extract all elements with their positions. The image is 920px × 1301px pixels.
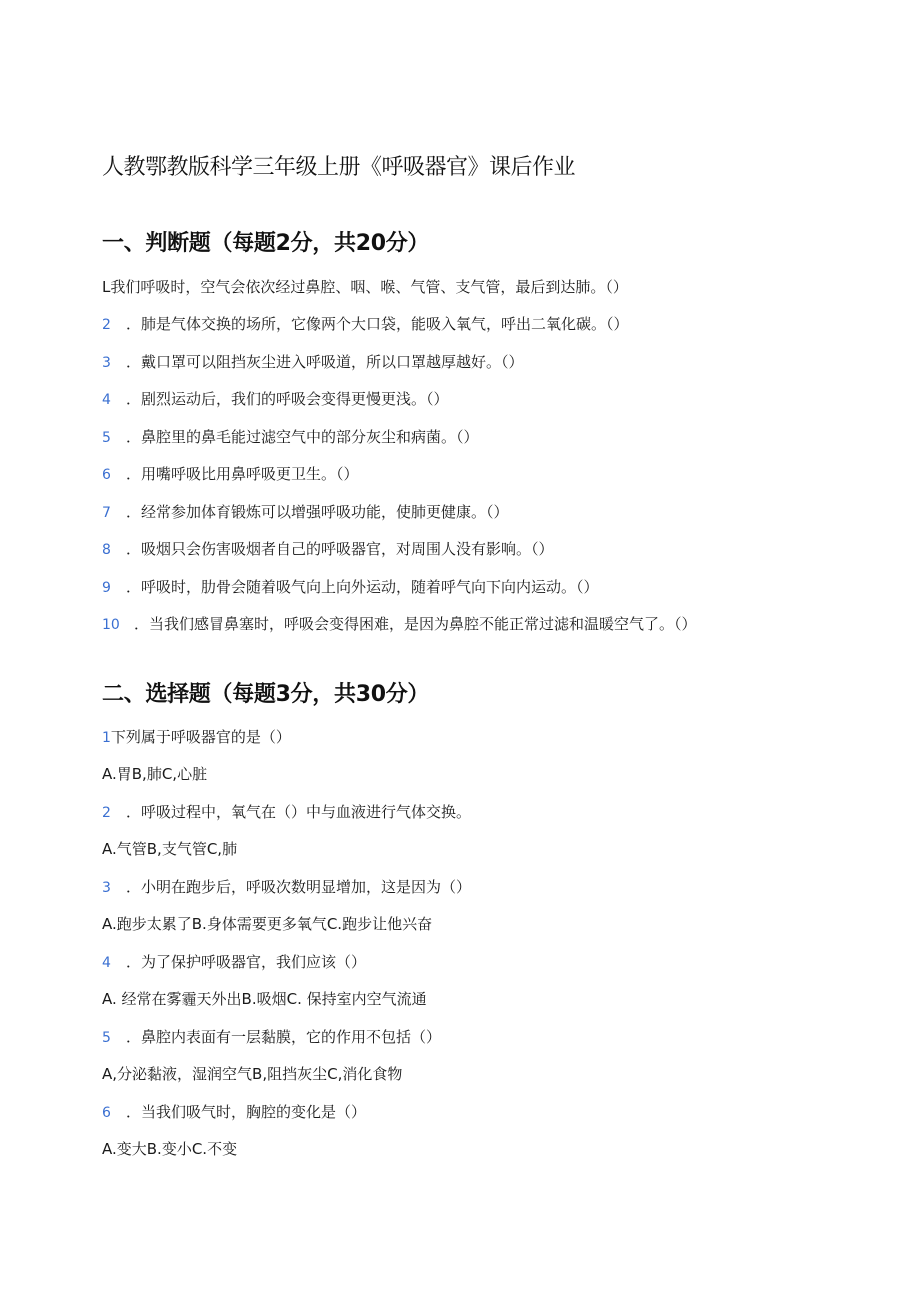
answer-options: A.胃B,肺C,心脏: [102, 765, 208, 783]
question-number: 6: [102, 467, 111, 483]
question-text: ．当我们吸气时，胸腔的变化是（）: [126, 1103, 367, 1121]
question-text: ．戴口罩可以阻挡灰尘进入呼吸道，所以口罩越厚越好。（）: [126, 353, 524, 371]
question-number: 5: [102, 430, 111, 446]
question-number: 7: [102, 505, 111, 521]
answer-options: A,分泌黏液，湿润空气B,阻挡灰尘C,消化食物: [102, 1065, 403, 1083]
answer-options: A. 经常在雾霾天外出B.吸烟C. 保持室内空气流通: [102, 990, 427, 1008]
question-number: 6: [102, 1105, 111, 1121]
tf-question-9: [102, 577, 599, 598]
tf-question-6: [102, 464, 359, 485]
mc-question-6: [102, 1102, 366, 1123]
question-number: 2: [102, 317, 111, 333]
question-number: 3: [102, 355, 111, 371]
question-text: ．呼吸过程中，氧气在（）中与血液进行气体交换。: [126, 803, 472, 821]
question-text: ．小明在跑步后，呼吸次数明显增加，这是因为（）: [126, 878, 472, 896]
answer-options: A.气管B,支气管C,肺: [102, 840, 238, 858]
question-text: ．当我们感冒鼻塞时，呼吸会变得困难，是因为鼻腔不能正常过滤和温暖空气了。（）: [134, 615, 697, 633]
answer-options: A.跑步太累了B.身体需要更多氧气C.跑步让他兴奋: [102, 915, 433, 933]
question-text: ．剧烈运动后，我们的呼吸会变得更慢更浅。（）: [126, 390, 449, 408]
mc-question-4: [102, 952, 366, 973]
mc-options-3: [102, 914, 432, 934]
tf-question-5: [102, 427, 479, 448]
tf-question-3: [102, 352, 524, 373]
mc-question-1: [102, 727, 291, 748]
question-text: ．肺是气体交换的场所，它像两个大口袋，能吸入氧气，呼出二氧化碳。（）: [126, 315, 629, 333]
question-text: ．鼻腔内表面有一层黏膜，它的作用不包括（）: [126, 1028, 442, 1046]
question-number: 4: [102, 955, 111, 971]
question-number: 10: [102, 617, 120, 633]
question-text: ．呼吸时，肋骨会随着吸气向上向外运动，随着呼气向下向内运动。（）: [126, 578, 599, 596]
section-heading-multiple-choice: 二、选择题（每题3分，共30分）: [102, 682, 430, 707]
question-number: 2: [102, 805, 111, 821]
tf-question-8: [102, 539, 554, 560]
mc-options-6: [102, 1139, 237, 1159]
section-heading-true-false: 一、判断题（每题2分，共20分）: [102, 231, 430, 256]
mc-options-5: [102, 1064, 402, 1084]
answer-options: A.变大B.变小C.不变: [102, 1140, 238, 1158]
mc-question-5: [102, 1027, 441, 1048]
mc-question-2: [102, 802, 471, 823]
question-text: L我们呼吸时，空气会依次经过鼻腔、咽、喉、气管、支气管，最后到达肺。（）: [102, 278, 628, 296]
question-number: 1: [102, 730, 111, 746]
tf-question-2: [102, 314, 629, 335]
question-number: 5: [102, 1030, 111, 1046]
tf-question-1: [102, 277, 628, 297]
question-text: ．为了保护呼吸器官，我们应该（）: [126, 953, 367, 971]
question-number: 8: [102, 542, 111, 558]
question-number: 9: [102, 580, 111, 596]
mc-options-1: [102, 764, 207, 784]
tf-question-10: [102, 614, 697, 635]
tf-question-7: [102, 502, 509, 523]
question-text: ．用嘴呼吸比用鼻呼吸更卫生。（）: [126, 465, 359, 483]
question-text: ．经常参加体育锻炼可以增强呼吸功能，使肺更健康。（）: [126, 503, 509, 521]
mc-question-3: [102, 877, 471, 898]
question-text: 下列属于呼吸器官的是（）: [110, 728, 291, 746]
mc-options-2: [102, 839, 237, 859]
mc-options-4: [102, 989, 427, 1009]
question-number: 3: [102, 880, 111, 896]
document-title: 人教鄂教版科学三年级上册《呼吸器官》课后作业: [102, 155, 576, 180]
tf-question-4: [102, 389, 449, 410]
question-number: 4: [102, 392, 111, 408]
question-text: ．鼻腔里的鼻毛能过滤空气中的部分灰尘和病菌。（）: [126, 428, 479, 446]
question-text: ．吸烟只会伤害吸烟者自己的呼吸器官，对周围人没有影响。（）: [126, 540, 554, 558]
